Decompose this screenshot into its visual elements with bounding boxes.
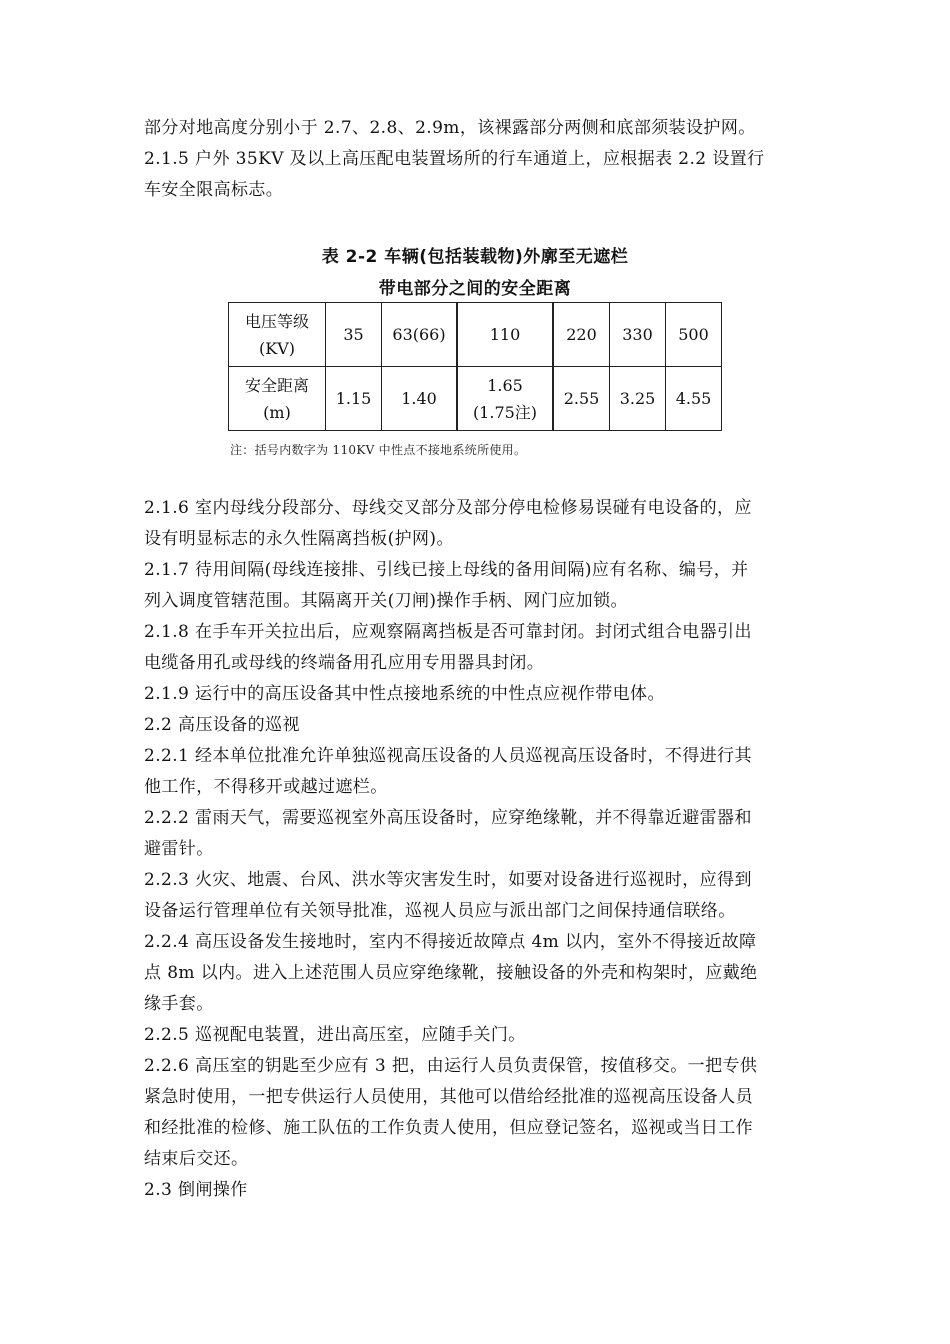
table-cell: 3.25 [610,367,666,431]
table-cell: 4.55 [666,367,722,431]
row-header-voltage [229,303,326,367]
table-cell: 1.40 [382,367,458,431]
paragraph-2-1-7-line2: 列入调度管辖范围。其隔离开关(刀闸)操作手柄、网门应加锁。 [144,591,628,611]
paragraph-2-2-6-line4: 结束后交还。 [144,1149,249,1169]
section-heading-2-3: 2.3 倒闸操作 [144,1180,248,1200]
table-cell: 500 [666,303,722,367]
table-cell: 2.55 [553,367,610,431]
paragraph-2-2-6-line3: 和经批准的检修、施工队伍的工作负责人使用，但应登记签名，巡视或当日工作 [144,1118,753,1138]
table-title-line2: 带电部分之间的安全距离 [378,279,572,299]
row-header-unit: (m) [263,402,291,422]
paragraph-2-1-5-line1: 2.1.5 户外 35KV 及以上高压配电装置场所的行车通道上，应根据表 2.2 设置行 [144,149,765,169]
paragraph-2-2-3-line1: 2.2.3 火灾、地震、台风、洪水等灾害发生时，如要对设备进行巡视时，应得到 [144,870,752,890]
paragraph-2-2-1-line2: 他工作，不得移开或越过遮栏。 [144,777,388,797]
paragraph-2-2-3-line2: 设备运行管理单位有关领导批准，巡视人员应与派出部门之间保持通信联络。 [144,901,736,921]
paragraph-2-2-5: 2.2.5 巡视配电装置，进出高压室，应随手关门。 [144,1025,526,1045]
table-cell: 110 [457,303,553,367]
paragraph-2-2-6-line2: 紧急时使用，一把专供运行人员使用，其他可以借给经批准的巡视高压设备人员 [144,1087,753,1107]
table-cell-value: 1.65 [487,375,523,395]
paragraph-2-1-6-line2: 设有明显标志的永久性隔离挡板(护网)。 [144,529,454,549]
table-cell: 1.15 [326,367,382,431]
table-note: 注：括号内数字为 110KV 中性点不接地系统所使用。 [230,443,527,457]
paragraph-2-2-4-line3: 缘手套。 [144,994,214,1014]
paragraph-2-1-9: 2.1.9 运行中的高压设备其中性点接地系统的中性点应视作带电体。 [144,684,665,704]
table-cell: 220 [553,303,610,367]
paragraph-2-1-7-line1: 2.1.7 待用间隔(母线连接排、引线已接上母线的备用间隔)应有名称、编号，并 [144,560,749,580]
paragraph-2-2-2-line2: 避雷针。 [144,839,214,859]
text-line: 部分对地高度分别小于 2.7、2.8、2.9m，该裸露部分两侧和底部须装设护网。 [144,118,756,138]
table-title-line1: 表 2-2 车辆(包括装载物)外廓至无遮栏 [321,247,629,267]
section-heading-2-2: 2.2 高压设备的巡视 [144,715,300,735]
row-header-unit: (KV) [259,338,295,358]
table-cell-110 [457,367,553,431]
paragraph-2-2-6-line1: 2.2.6 高压室的钥匙至少应有 3 把，由运行人员负责保管，按值移交。一把专供 [144,1056,758,1076]
table-cell: 330 [610,303,666,367]
paragraph-2-2-4-line1: 2.2.4 高压设备发生接地时，室内不得接近故障点 4m 以内，室外不得接近故障 [144,932,757,952]
paragraph-2-2-1-line1: 2.2.1 经本单位批准允许单独巡视高压设备的人员巡视高压设备时，不得进行其 [144,746,752,766]
table-cell: 63(66) [382,303,458,367]
row-header-label: 电压等级 [244,311,309,331]
paragraph-2-1-6-line1: 2.1.6 室内母线分段部分、母线交叉部分及部分停电检修易误碰有电设备的，应 [144,498,752,518]
table-row-voltage [229,303,722,367]
row-header-label: 安全距离 [244,375,309,395]
paragraph-2-2-2-line1: 2.2.2 雷雨天气，需要巡视室外高压设备时，应穿绝缘靴，并不得靠近避雷器和 [144,808,752,828]
table-cell-note: (1.75注) [472,402,538,422]
safety-distance-table [228,302,722,431]
paragraph-2-1-5-line2: 车安全限高标志。 [144,180,284,200]
row-header-distance [229,367,326,431]
paragraph-2-2-4-line2: 点 8m 以内。进入上述范围人员应穿绝缘靴，接触设备的外壳和构架时，应戴绝 [144,963,758,983]
paragraph-2-1-8-line1: 2.1.8 在手车开关拉出后，应观察隔离挡板是否可靠封闭。封闭式组合电器引出 [144,622,752,642]
table-cell: 35 [326,303,382,367]
table-row-distance [229,367,722,431]
paragraph-2-1-8-line2: 电缆备用孔或母线的终端备用孔应用专用器具封闭。 [144,653,545,673]
